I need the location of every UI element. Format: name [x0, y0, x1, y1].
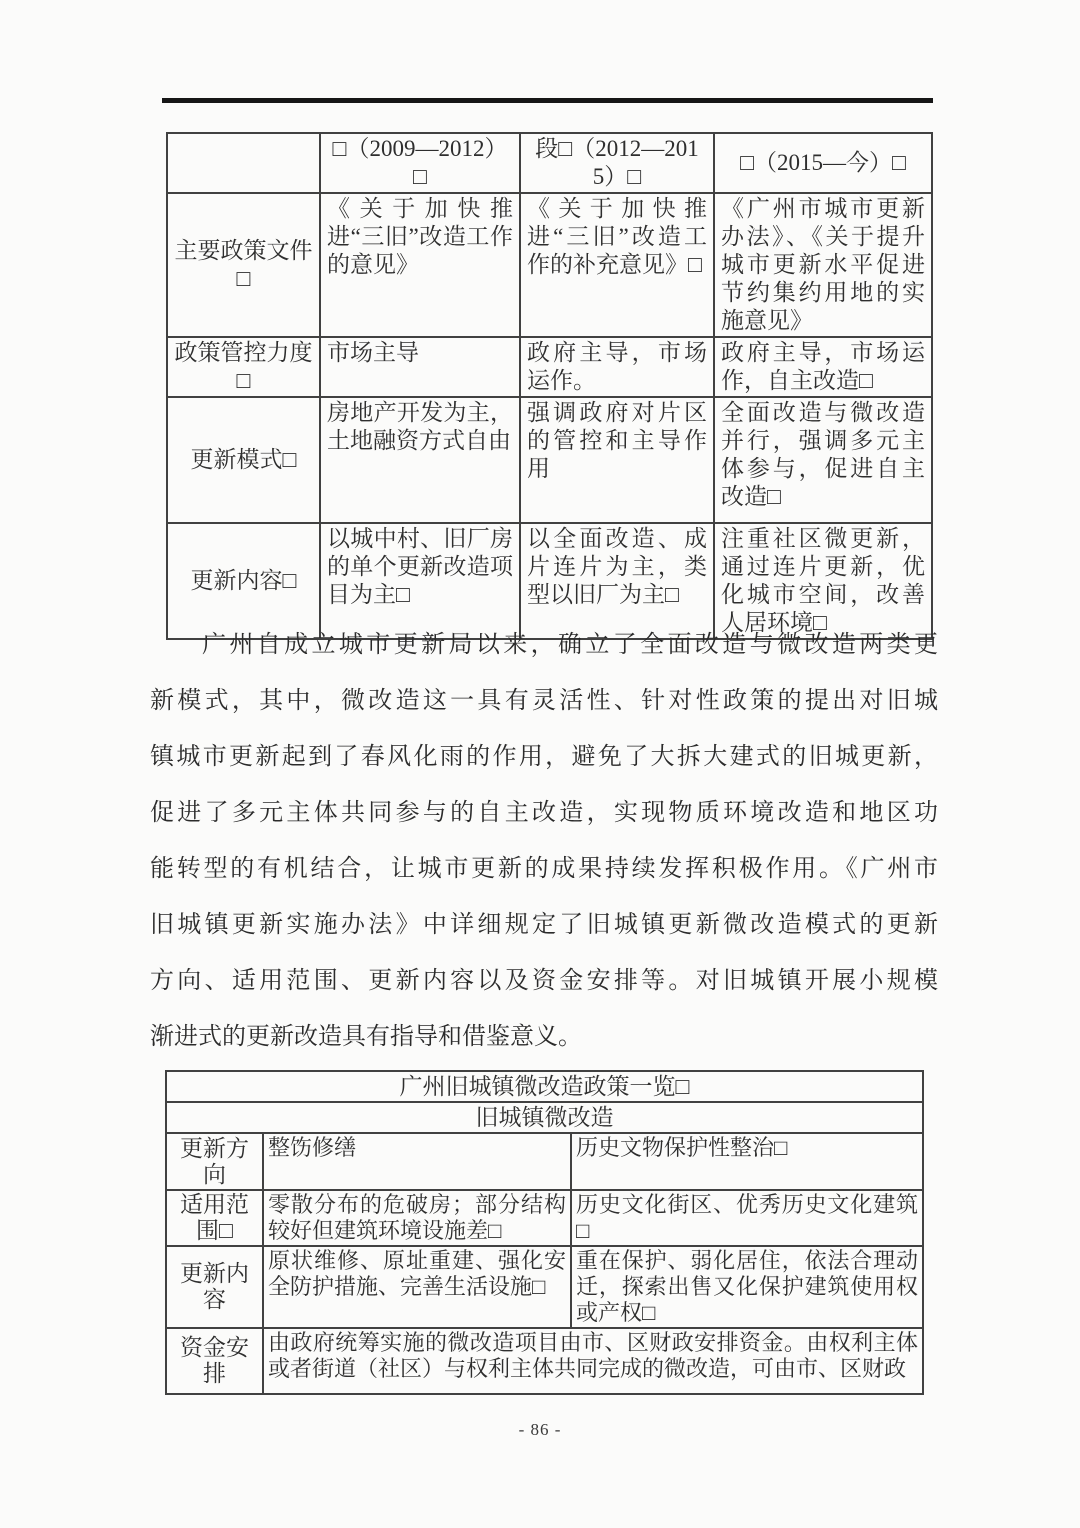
paragraph-line: 旧城镇更新实施办法》中详细规定了旧城镇更新微改造模式的更新 [150, 912, 938, 938]
paragraph-line: 广州自成立城市更新局以来，确立了全面改造与微改造两类更 [202, 632, 938, 658]
row-label-cell: 主要政策文件□ [167, 193, 320, 337]
micro-renovation-policy-table [165, 1070, 924, 1395]
table-cell: 政府主导，市场运作。 [520, 337, 714, 397]
table1-header-row [167, 133, 932, 193]
paragraph-line: 新模式，其中，微改造这一具有灵活性、针对性政策的提出对旧城 [150, 688, 938, 714]
table2-title-cell: 广州旧城镇微改造政策一览□ [166, 1071, 923, 1102]
table2-row-renewal-content [166, 1246, 923, 1328]
table2-subtitle-cell: 旧城镇微改造 [166, 1102, 923, 1133]
table-cell: 以城中村、旧厂房的单个更新改造项目为主□ [320, 523, 520, 639]
table-cell: 历史文化街区、优秀历史文化建筑□ [571, 1190, 923, 1246]
table1-header-cell [167, 133, 320, 193]
table-cell: 以全面改造、成片连片为主，类型以旧厂为主□ [520, 523, 714, 639]
row-label-cell: 更新方向 [166, 1133, 263, 1190]
table-cell: 由政府统筹实施的微改造项目由市、区财政安排资金。由权利主体或者街道（社区）与权利主体共同完成的微改造，可由市、区财政 [263, 1328, 923, 1394]
table-cell: 整饬修缮 [263, 1133, 571, 1190]
table1-header-cell: □（2009—2012）□ [320, 133, 520, 193]
table-cell: 全面改造与微改造并行，强调多元主体参与，促进自主改造□ [714, 397, 932, 523]
policy-stages-table [166, 132, 933, 640]
table-cell: 《广州市城市更新办法》、《关于提升城市更新水平促进节约集约用地的实施意见》 [714, 193, 932, 337]
table-cell: 原状维修、原址重建、强化安全防护措施、完善生活设施□ [263, 1246, 571, 1328]
paragraph-line: 能转型的有机结合，让城市更新的成果持续发挥积极作用。《广州市 [150, 856, 938, 882]
table-cell: 政府主导，市场运作，自主改造□ [714, 337, 932, 397]
table-cell: 历史文物保护性整治□ [571, 1133, 923, 1190]
page-number: - 86 - [518, 1420, 562, 1439]
table1-header-cell: 段□（2012—2015）□ [520, 133, 714, 193]
paragraph-line: 方向、适用范围、更新内容以及资金安排等。对旧城镇开展小规模 [150, 968, 938, 994]
table-cell: 房地产开发为主，土地融资方式自由 [320, 397, 520, 523]
row-label-cell: 更新内容 [166, 1246, 263, 1328]
paragraph-line: 促进了多元主体共同参与的自主改造，实现物质环境改造和地区功 [150, 800, 938, 826]
table-cell: 强调政府对片区的管控和主导作用 [520, 397, 714, 523]
table2-row-applicable-scope [166, 1190, 923, 1246]
table-cell: 注重社区微更新，通过连片更新，优化城市空间，改善人居环境□ [714, 523, 932, 639]
row-label-cell: 更新内容□ [167, 523, 320, 639]
row-label-cell: 更新模式□ [167, 397, 320, 523]
header-rule [162, 98, 933, 103]
table1-header-cell: □（2015—今）□ [714, 133, 932, 193]
table1-row-policy-documents [167, 193, 932, 337]
body-paragraph [150, 617, 938, 1065]
table-cell: 零散分布的危破房；部分结构较好但建筑环境设施差□ [263, 1190, 571, 1246]
row-label-cell: 政策管控力度□ [167, 337, 320, 397]
table2-row-funding [166, 1328, 923, 1394]
paragraph-line: 渐进式的更新改造具有指导和借鉴意义。 [150, 1024, 582, 1050]
table-cell: 《关于加快推进“三旧”改造工作的意见》 [320, 193, 520, 337]
row-label-cell: 适用范围□ [166, 1190, 263, 1246]
table2-subtitle-row [166, 1102, 923, 1133]
table1-row-renewal-mode [167, 397, 932, 523]
paragraph-line: 镇城市更新起到了春风化雨的作用，避免了大拆大建式的旧城更新， [150, 744, 938, 770]
table1-row-policy-control [167, 337, 932, 397]
row-label-cell: 资金安排 [166, 1328, 263, 1394]
table2-row-renewal-direction [166, 1133, 923, 1190]
table-cell: 《关于加快推进“三旧”改造工作的补充意见》□ [520, 193, 714, 337]
table2-title-row [166, 1071, 923, 1102]
table-cell: 重在保护、弱化居住，依法合理动迁，探索出售又化保护建筑使用权或产权□ [571, 1246, 923, 1328]
table-cell: 市场主导 [320, 337, 520, 397]
